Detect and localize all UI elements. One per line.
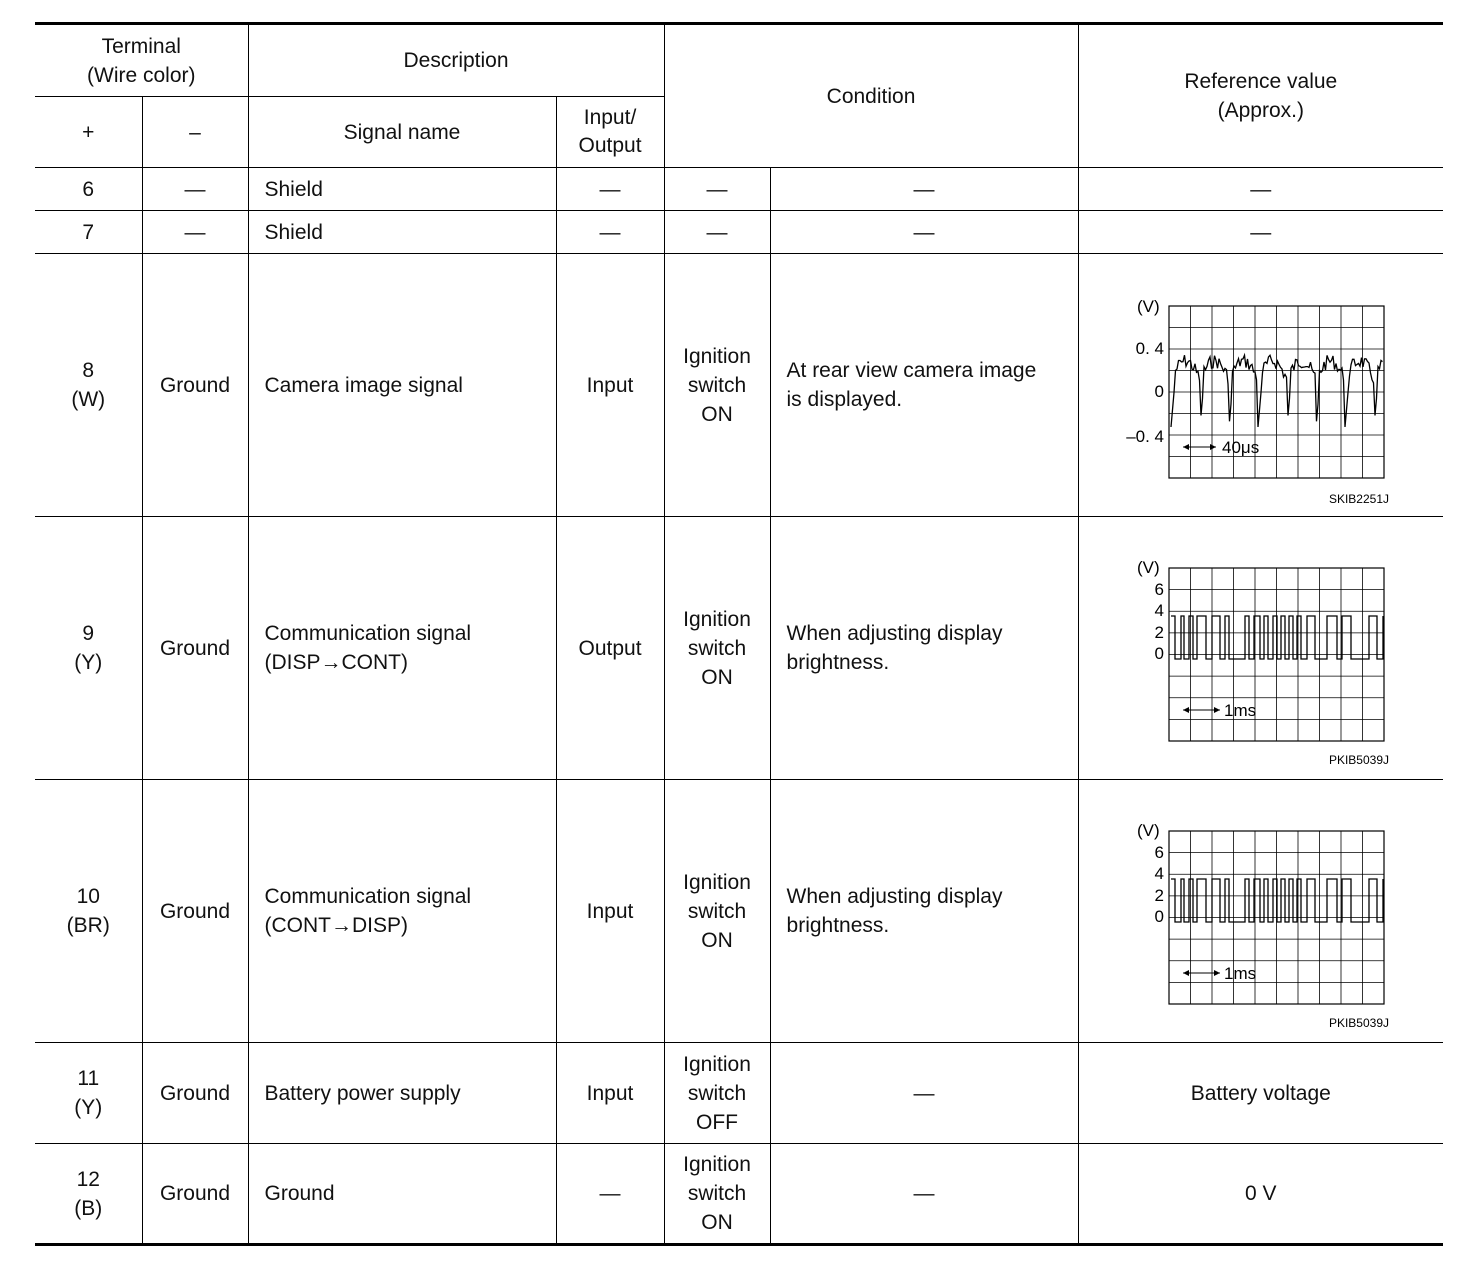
condition-switch: Ignition switch ON [664,254,770,517]
header-terminal: Terminal (Wire color) [35,24,248,97]
table-row [35,517,1443,780]
figure-id: PKIB5039J [1328,753,1389,767]
terminal-plus: 6 [35,168,142,211]
terminal-minus: Ground [142,1144,248,1245]
terminal-plus: 8 (W) [35,254,142,517]
table-row [35,254,1443,517]
scope-tick-label: 4 [1154,864,1164,883]
scope-tick-label: 0. 4 [1135,339,1164,358]
reference-value: — [1078,211,1443,254]
scope-tick-label: –0. 4 [1125,427,1164,446]
terminal-minus: Ground [142,254,248,517]
input-output: — [556,168,664,211]
signal-name: Camera image signal [248,254,556,517]
condition-switch: Ignition switch OFF [664,1043,770,1144]
signal-name: Communication signal (CONT→DISP) [248,780,556,1043]
table-row [35,1144,1443,1245]
signal-name: Battery power supply [248,1043,556,1144]
scope-tick-label: 0 [1154,644,1164,663]
signal-name: Ground [248,1144,556,1245]
header-reference-value: Reference value (Approx.) [1078,24,1443,168]
table-row [35,168,1443,211]
terminal-plus: 7 [35,211,142,254]
terminal-minus: — [142,211,248,254]
input-output: Output [556,517,664,780]
period-marker [1183,964,1256,983]
terminal-plus: 10 (BR) [35,780,142,1043]
input-output: Input [556,254,664,517]
scope-unit-label: (V) [1136,297,1160,316]
period-label: 1ms [1223,701,1256,720]
scope-tick-label: 6 [1154,580,1164,599]
scope-tick-label: 6 [1154,843,1164,862]
terminal-plus: 12 (B) [35,1144,142,1245]
scope-tick-label: 2 [1154,886,1164,905]
condition-text: — [770,1043,1078,1144]
condition-text: When adjusting display brightness. [770,780,1078,1043]
condition-switch: Ignition switch ON [664,1144,770,1245]
reference-waveform [1078,254,1443,517]
condition-switch: — [664,211,770,254]
period-label: 40μs [1221,438,1259,457]
input-output: — [556,1144,664,1245]
scope-tick-label: 4 [1154,601,1164,620]
comm-waveform-scope [1079,517,1444,779]
terminal-plus: 11 (Y) [35,1043,142,1144]
header-description: Description [248,24,664,97]
condition-switch: — [664,168,770,211]
reference-value: — [1078,168,1443,211]
signal-name: Shield [248,211,556,254]
scope-unit-label: (V) [1136,558,1160,577]
input-output: Input [556,1043,664,1144]
condition-text: When adjusting display brightness. [770,517,1078,780]
condition-text: — [770,1144,1078,1245]
input-output: — [556,211,664,254]
waveform-trace [1171,616,1383,659]
condition-switch: Ignition switch ON [664,780,770,1043]
table-row [35,780,1443,1043]
condition-text: — [770,211,1078,254]
header-signal-name: Signal name [248,97,556,168]
signal-name: Shield [248,168,556,211]
input-output: Input [556,780,664,1043]
comm-waveform-scope [1079,780,1444,1042]
period-marker [1183,701,1256,720]
period-marker [1183,438,1259,457]
header-minus: – [142,97,248,168]
scope-unit-label: (V) [1136,821,1160,840]
reference-waveform [1078,517,1443,780]
reference-value: Battery voltage [1078,1043,1443,1144]
terminal-minus: — [142,168,248,211]
figure-id: PKIB5039J [1328,1016,1389,1030]
terminal-minus: Ground [142,1043,248,1144]
condition-text: At rear view camera image is displayed. [770,254,1078,517]
table-row [35,211,1443,254]
period-label: 1ms [1223,964,1256,983]
table-row [35,1043,1443,1144]
waveform-trace [1171,879,1383,922]
header-input-output: Input/ Output [556,97,664,168]
terminal-spec-table [35,22,1443,1246]
signal-name: Communication signal (DISP→CONT) [248,517,556,780]
reference-value: 0 V [1078,1144,1443,1245]
scope-tick-label: 0 [1154,382,1164,401]
camera-waveform-scope [1079,254,1444,516]
scope-tick-label: 0 [1154,907,1164,926]
scope-tick-label: 2 [1154,623,1164,642]
condition-text: — [770,168,1078,211]
terminal-minus: Ground [142,780,248,1043]
figure-id: SKIB2251J [1328,492,1389,506]
header-condition: Condition [664,24,1078,168]
reference-waveform [1078,780,1443,1043]
header-plus: + [35,97,142,168]
terminal-minus: Ground [142,517,248,780]
terminal-plus: 9 (Y) [35,517,142,780]
condition-switch: Ignition switch ON [664,517,770,780]
